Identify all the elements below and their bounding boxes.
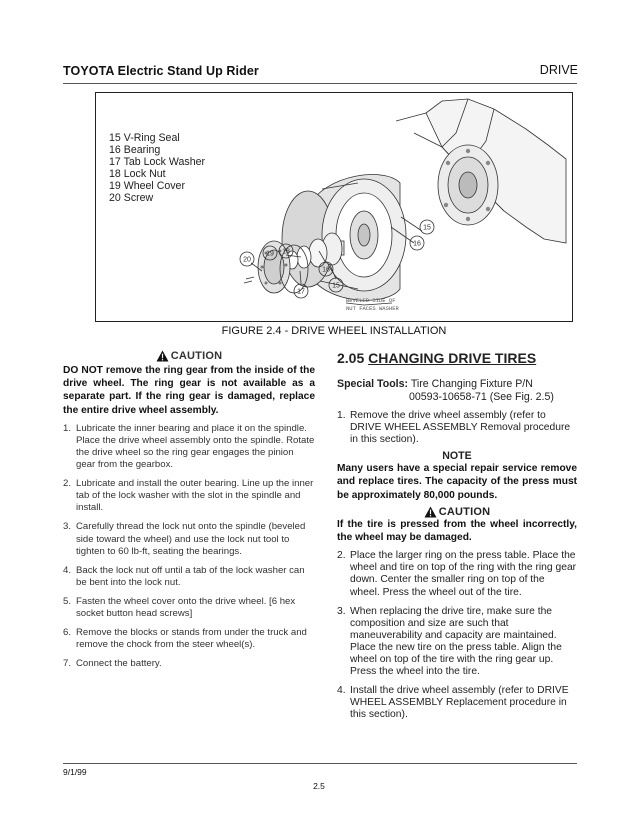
figure-note-line1: BEVELED SIDE OF [346, 297, 396, 304]
step-item: 3. When replacing the drive tire, make sure the composition and size are such that maneuverability and capacity are maintained. Place the new tire on the press table. Align the wheel on top of the tire with the ring gear up. Press the wheel into the tire. [337, 605, 562, 678]
step-item: 6. Remove the blocks or stands from under the truck and remove the chock from the steer wheel(s). [63, 627, 307, 651]
section-number: 2.05 [337, 350, 365, 366]
callout-label: 15 [423, 224, 431, 232]
special-tools-text: Tire Changing Fixture P/N [410, 378, 533, 390]
callout-label: 15 [332, 282, 340, 290]
legend-item: 20 Screw [109, 192, 154, 204]
special-tools-label: Special Tools: [337, 378, 409, 390]
section-heading [337, 350, 577, 366]
right-column [337, 350, 577, 722]
callout-label: 19 [266, 250, 274, 258]
caution-heading [63, 350, 315, 362]
caution-label: CAUTION [438, 505, 491, 518]
step-item: 5. Fasten the wheel cover onto the drive wheel. [6 hex socket button head screws] [63, 595, 296, 620]
special-tools-part-number: 00593-10658-71 (See Fig. 2.5) [409, 391, 554, 403]
footer-rule [63, 763, 577, 764]
legend-item: 16 Bearing [109, 144, 161, 156]
note-heading: NOTE [442, 450, 472, 463]
step-item: 7. Connect the battery. [63, 658, 162, 670]
callout-label: 16 [322, 266, 330, 274]
callout-label: 18 [282, 248, 290, 256]
legend-item: 17 Tab Lock Washer [109, 156, 206, 168]
step-item: 1. Remove the drive wheel assembly (refer to DRIVE WHEEL ASSEMBLY Removal procedure in this section). [337, 410, 571, 446]
page-number: 2.5 [313, 781, 325, 791]
step-item: 4. Back the lock nut off until a tab of the lock washer can be bent into the lock nut. [63, 564, 305, 588]
step-item: 4. Install the drive wheel assembly (refer to DRIVE WHEEL ASSEMBLY Replacement procedure in this section). [337, 685, 569, 721]
legend-item: 19 Wheel Cover [109, 180, 185, 192]
step-item: 3. Carefully thread the lock nut onto the spindle (beveled side toward the wheel) and use the lock nut tool to tighten to 60 lb-ft, seating the bearings. [63, 521, 306, 557]
install-steps [63, 423, 315, 671]
note-text: Many users have a special repair service remove and replace tires. The capacity of the press must be approximately 80,000 pounds. [337, 463, 577, 501]
footer-date: 9/1/99 [63, 767, 87, 777]
warning-icon [156, 350, 169, 362]
step-item: 1. Lubricate the inner bearing and place it on the spindle. Place the drive wheel assembly onto the spindle. Rotate the drive wheel so the ring gear engages the pinion gear from the gearbox. [63, 422, 315, 471]
tire-steps [337, 550, 577, 721]
section-title: CHANGING DRIVE TIRES [368, 350, 537, 366]
legend-item: 15 V-Ring Seal [109, 132, 180, 144]
left-column [63, 350, 315, 670]
callout-label: 16 [413, 240, 421, 248]
warning-icon [424, 506, 437, 518]
step-item: 2. Place the larger ring on the press table. Place the wheel and tire on top of the ring with the ring gear down. Center the smaller ring on top of the wheel. Press the wheel out of the tire. [337, 550, 577, 598]
figure-drive-wheel [95, 92, 573, 322]
caution-heading-right [337, 506, 577, 518]
step-item: 2. Lubricate and install the outer bearing. Line up the inner tab of the lock washer with the slot in the spindle and install. [63, 478, 314, 514]
figure-note-line2: NUT FACES WASHER [346, 305, 399, 312]
section-name: DRIVE [539, 63, 578, 77]
header-rule [63, 83, 577, 84]
legend-item: 18 Lock Nut [109, 168, 166, 180]
special-tools [337, 378, 577, 404]
callout-label: 17 [297, 288, 305, 296]
exploded-view-illustration [96, 93, 572, 321]
tire-step-1 [337, 410, 577, 446]
figure-caption: FIGURE 2.4 - DRIVE WHEEL INSTALLATION [221, 325, 447, 337]
caution-text: If the tire is pressed from the wheel incorrectly, the wheel may be damaged. [337, 518, 577, 544]
caution-label: CAUTION [170, 350, 223, 362]
ring-gear-warning: DO NOT remove the ring gear from the inside of the drive wheel. The ring gear is not available as a separate part. If the ring gear is damaged, replace the entire drive wheel assembly. [63, 365, 315, 416]
document-title: TOYOTA Electric Stand Up Rider [63, 64, 259, 78]
callout-label: 20 [243, 256, 251, 264]
